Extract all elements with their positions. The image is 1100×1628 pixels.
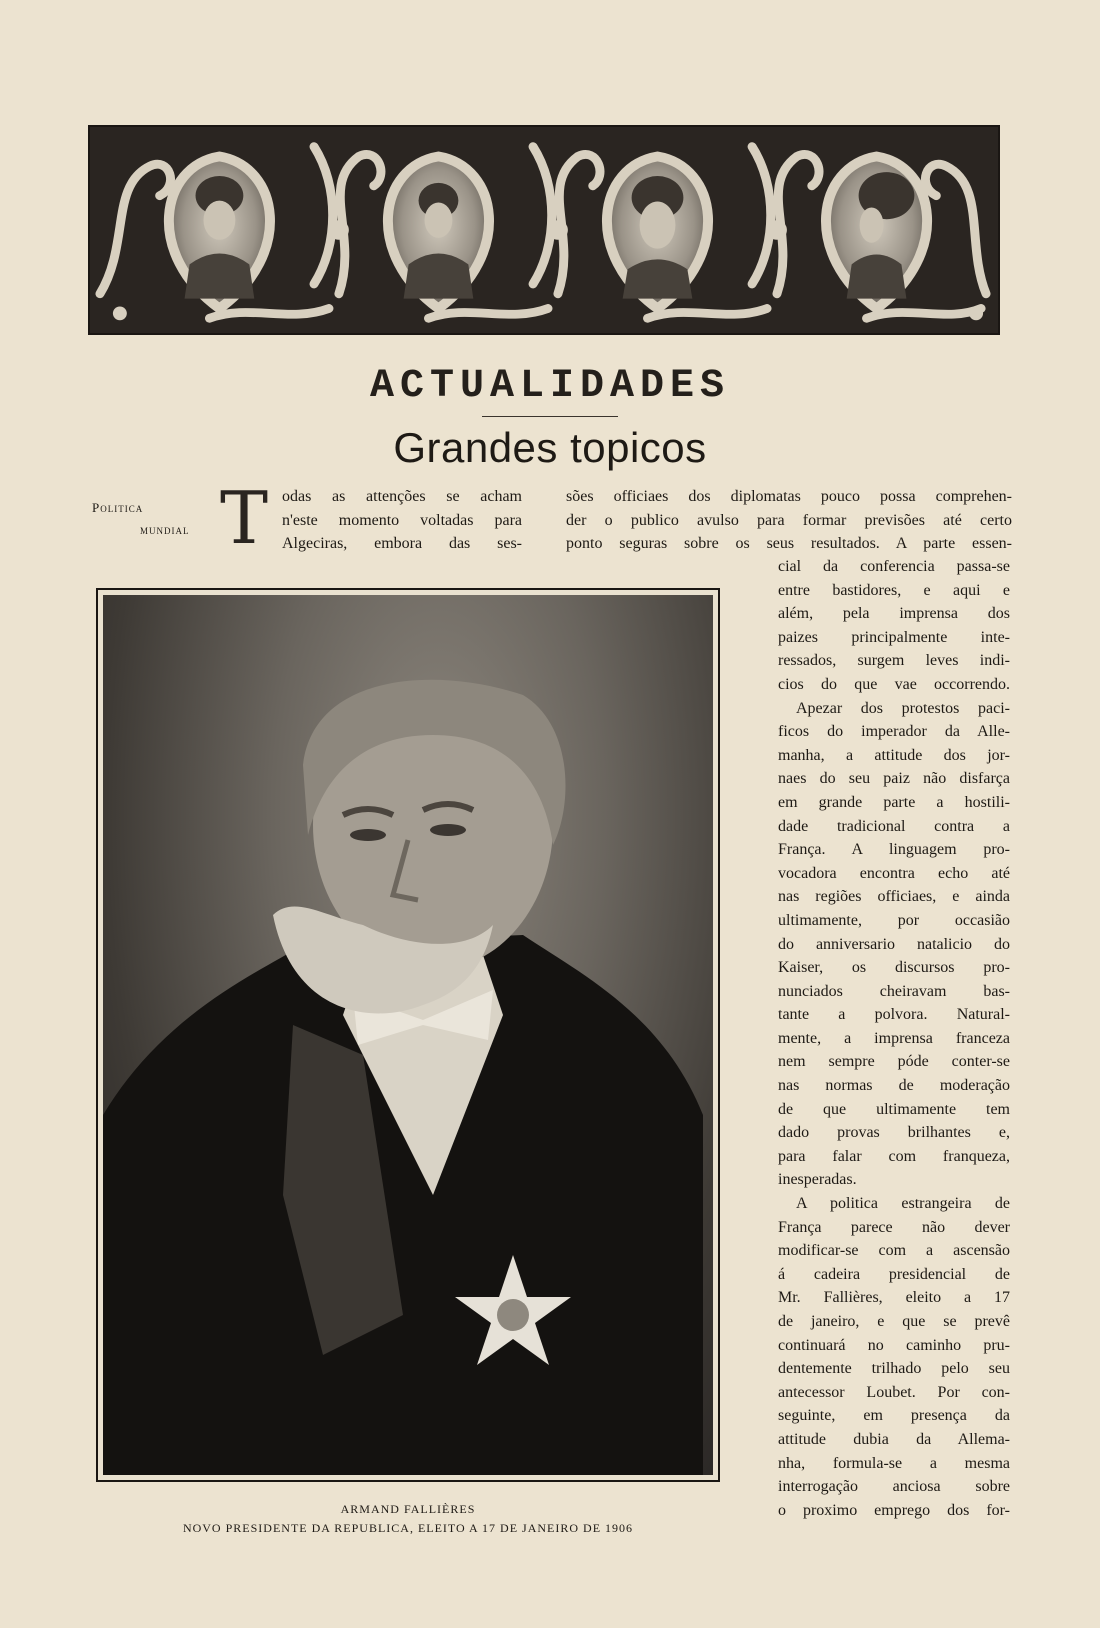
text-line: do anniversario natalicio do — [778, 935, 1010, 953]
text-line: Algeciras, embora das ses- — [282, 535, 522, 553]
text-line: sões officiaes dos diplomatas pouco possa comprehen- — [566, 488, 1012, 505]
article-column-1 — [282, 485, 522, 556]
text-line: continuará no caminho pru- — [778, 1336, 1010, 1354]
text-line: ultimamente, por occasião — [778, 911, 1010, 929]
section-label-line1: Politica — [92, 500, 144, 515]
text-line: nem sempre póde conter-se — [778, 1053, 1010, 1071]
text-line: o proximo emprego dos for- — [778, 1501, 1010, 1519]
portrait-photo — [103, 595, 713, 1475]
text-line: nas regiões officiaes, e ainda — [778, 888, 1010, 906]
text-line: para falar com franqueza, — [778, 1147, 1010, 1165]
text-line: tante a polvora. Natural- — [778, 1006, 1010, 1024]
text-line: nha, formula-se a mesma — [778, 1454, 1010, 1472]
text-line: modificar-se com a ascensão — [778, 1242, 1010, 1260]
article-subtitle: Grandes topicos — [393, 424, 707, 471]
text-line: França. A linguagem pro- — [778, 841, 1010, 859]
text-line: dade tradicional contra a — [778, 817, 1010, 835]
text-line: interrogação anciosa sobre — [778, 1478, 1010, 1496]
title-divider — [482, 416, 618, 417]
drop-cap: T — [220, 476, 269, 560]
page-title: ACTUALIDADES — [369, 364, 731, 409]
portrait-caption-text: NOVO PRESIDENTE DA REPUBLICA, ELEITO A 17 DE JANEIRO DE 1906 — [182, 1521, 634, 1535]
text-line: odas as attenções se acham — [282, 488, 522, 505]
text-line: attitude dubia da Allema- — [778, 1430, 1010, 1448]
portrait-caption-name: ARMAND FALLIÈRES — [340, 1502, 476, 1516]
text-line: Mr. Fallières, eleito a 17 — [778, 1289, 1010, 1307]
text-line: França parece não dever — [778, 1218, 1010, 1236]
text-line: Apezar dos protestos paci- — [796, 699, 1010, 717]
text-line: A politica estrangeira de — [796, 1195, 1010, 1213]
text-line: cial da conferencia passa-se — [778, 558, 1010, 575]
text-line: ficos do imperador da Alle- — [778, 723, 1010, 741]
section-label — [92, 497, 204, 541]
text-line: de janeiro, e que se prevê — [778, 1313, 1010, 1330]
text-line: der o publico avulso para formar previsões até certo — [566, 511, 1012, 529]
text-line: em grande parte a hostili- — [778, 793, 1010, 811]
text-line: nas normas de moderação — [778, 1077, 1010, 1095]
article-column-3 — [778, 555, 1010, 1522]
portrait-photo-frame — [96, 588, 720, 1482]
text-line: á cadeira presidencial de — [778, 1265, 1010, 1283]
portrait-illustration — [103, 595, 713, 1475]
text-line: antecessor Loubet. Por con- — [778, 1383, 1010, 1401]
ornamental-banner — [88, 125, 1000, 335]
text-line: ressados, surgem leves indi- — [778, 652, 1010, 670]
text-line: n'este momento voltadas para — [282, 511, 522, 529]
text-line: dentemente trilhado pelo seu — [778, 1360, 1010, 1378]
banner-ornament-illustration — [90, 127, 998, 333]
section-label-line2: mundial — [140, 522, 190, 537]
text-line: mente, a imprensa franceza — [778, 1029, 1010, 1047]
text-line: nunciados cheiravam bas- — [778, 982, 1010, 1000]
text-line: naes do seu paiz não disfarça — [778, 770, 1010, 788]
text-line: manha, a attitude dos jor- — [778, 746, 1010, 764]
text-line: inesperadas. — [778, 1171, 857, 1189]
text-line: além, pela imprensa dos — [778, 605, 1010, 623]
text-line: seguinte, em presença da — [778, 1407, 1010, 1425]
text-line: vocadora encontra echo até — [778, 864, 1010, 882]
text-line: paizes principalmente inte- — [778, 628, 1010, 646]
text-line: de que ultimamente tem — [778, 1100, 1010, 1118]
text-line: Kaiser, os discursos pro- — [778, 959, 1010, 977]
text-line: entre bastidores, e aqui e — [778, 581, 1010, 599]
article-column-2 — [566, 485, 1012, 556]
text-line: dado provas brilhantes e, — [778, 1124, 1010, 1142]
text-line: cios do que vae occorrendo. — [778, 675, 1010, 693]
text-line: ponto seguras sobre os seus resultados. A parte essen- — [566, 535, 1012, 553]
